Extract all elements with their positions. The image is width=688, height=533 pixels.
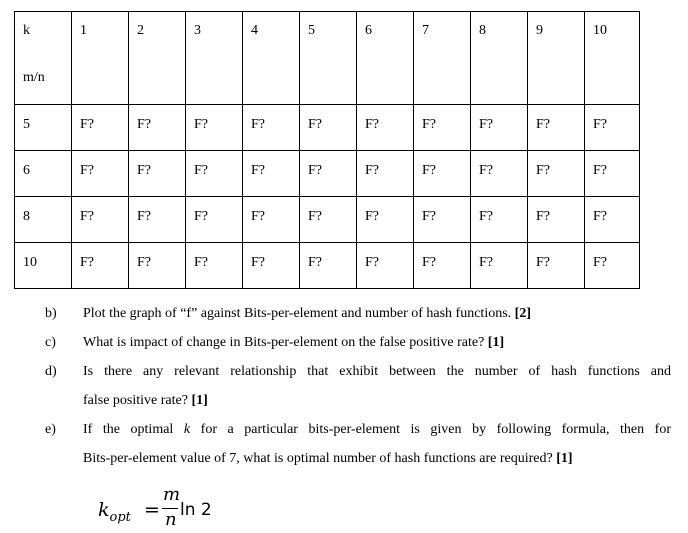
- cell-value: F?: [137, 117, 151, 132]
- cell-value: F?: [479, 255, 493, 270]
- table-cell: [129, 197, 186, 243]
- table-row: [15, 197, 640, 243]
- question-text: [83, 451, 671, 467]
- k-value: 5: [308, 23, 315, 38]
- mn-cell: [15, 151, 72, 197]
- k-value: 2: [137, 23, 144, 38]
- mn-value: 5: [23, 117, 30, 132]
- cell-value: F?: [536, 209, 550, 224]
- cell-value: F?: [194, 209, 208, 224]
- corner-mn-label: m/n: [23, 70, 45, 85]
- question-e-line1: [83, 422, 671, 438]
- question-b-text: Plot the graph of “f” against Bits-per-element and number of hash functions.: [83, 306, 512, 321]
- k-value: 10: [593, 23, 607, 38]
- table-cell: [300, 243, 357, 289]
- marks: [2]: [514, 306, 531, 321]
- k-value: 6: [365, 23, 372, 38]
- question-c-text: What is impact of change in Bits-per-element on the false positive rate?: [83, 335, 485, 350]
- table-row: [15, 243, 640, 289]
- question-label: c): [45, 335, 56, 350]
- k-value: 9: [536, 23, 543, 38]
- mn-cell: [15, 105, 72, 151]
- corner-cell: [15, 12, 72, 105]
- table-cell: [471, 105, 528, 151]
- table-cell: [414, 151, 471, 197]
- cell-value: F?: [308, 255, 322, 270]
- cell-value: F?: [80, 209, 94, 224]
- formula-k: k: [98, 499, 110, 521]
- cell-value: F?: [137, 163, 151, 178]
- cell-value: F?: [593, 163, 607, 178]
- table-cell: [243, 151, 300, 197]
- table-cell: [300, 197, 357, 243]
- table-cell: [129, 243, 186, 289]
- table-cell: [72, 151, 129, 197]
- cell-value: F?: [422, 255, 436, 270]
- cell-value: F?: [536, 255, 550, 270]
- cell-value: F?: [422, 209, 436, 224]
- header-cell: [471, 12, 528, 105]
- header-cell: [528, 12, 585, 105]
- question-text: [83, 393, 671, 409]
- mn-cell: [15, 243, 72, 289]
- cell-value: F?: [479, 209, 493, 224]
- table-cell: [528, 105, 585, 151]
- table-cell: [585, 105, 640, 151]
- question-e-text-a: If the optimal: [83, 422, 184, 437]
- table-cell: [471, 243, 528, 289]
- table-cell: [414, 105, 471, 151]
- formula-rhs: ln 2: [180, 500, 212, 520]
- table-cell: [585, 151, 640, 197]
- question-d-line2: false positive rate?: [83, 393, 188, 408]
- question-text: [83, 306, 671, 322]
- question-e-line2: Bits-per-element value of 7, what is optimal number of hash functions are required?: [83, 451, 553, 466]
- table-cell: [243, 105, 300, 151]
- table-cell: [585, 243, 640, 289]
- cell-value: F?: [365, 163, 379, 178]
- question-e-text-b: for a particular bits-per-element is given by following formula, then for: [190, 422, 671, 437]
- header-cell: [357, 12, 414, 105]
- table-cell: [72, 197, 129, 243]
- cell-value: F?: [536, 163, 550, 178]
- table-cell: [471, 197, 528, 243]
- cell-value: F?: [251, 209, 265, 224]
- table-cell: [186, 197, 243, 243]
- marks: [1]: [487, 335, 505, 350]
- table-row: [15, 151, 640, 197]
- cell-value: F?: [365, 117, 379, 132]
- table-cell: [585, 197, 640, 243]
- header-cell: [300, 12, 357, 105]
- mn-value: 8: [23, 209, 30, 224]
- table-cell: [300, 105, 357, 151]
- table-header-row: [15, 12, 640, 105]
- optimal-k-formula: [98, 484, 238, 530]
- table-cell: [471, 151, 528, 197]
- question-label: b): [45, 306, 57, 321]
- cell-value: F?: [593, 255, 607, 270]
- table-cell: [186, 151, 243, 197]
- mn-cell: [15, 197, 72, 243]
- question-d-line1: Is there any relevant relationship that exhibit between the number of hash functions and: [83, 364, 671, 379]
- table-cell: [129, 105, 186, 151]
- formula-lhs: [98, 499, 131, 525]
- variable-k: k: [183, 422, 191, 437]
- table-cell: [72, 105, 129, 151]
- table-cell: [528, 151, 585, 197]
- cell-value: F?: [137, 255, 151, 270]
- cell-value: F?: [593, 209, 607, 224]
- table-cell: [528, 197, 585, 243]
- k-value: 7: [422, 23, 429, 38]
- cell-value: F?: [194, 255, 208, 270]
- k-value: 3: [194, 23, 201, 38]
- false-positive-table: [14, 11, 640, 289]
- table-cell: [243, 197, 300, 243]
- question-label: e): [45, 422, 56, 437]
- cell-value: F?: [479, 163, 493, 178]
- header-cell: [243, 12, 300, 105]
- formula-equals: =: [144, 499, 160, 521]
- cell-value: F?: [422, 117, 436, 132]
- k-value: 1: [80, 23, 87, 38]
- table-cell: [186, 243, 243, 289]
- cell-value: F?: [365, 209, 379, 224]
- table-cell: [357, 105, 414, 151]
- cell-value: F?: [80, 117, 94, 132]
- question-label: d): [45, 364, 57, 379]
- formula-numerator: m: [163, 484, 181, 505]
- cell-value: F?: [80, 255, 94, 270]
- cell-value: F?: [251, 117, 265, 132]
- cell-value: F?: [194, 163, 208, 178]
- cell-value: F?: [308, 209, 322, 224]
- cell-value: F?: [593, 117, 607, 132]
- mn-value: 10: [23, 255, 37, 270]
- mn-value: 6: [23, 163, 30, 178]
- header-cell: [186, 12, 243, 105]
- table-cell: [357, 197, 414, 243]
- cell-value: F?: [194, 117, 208, 132]
- header-cell: [585, 12, 640, 105]
- k-value: 4: [251, 23, 258, 38]
- table-cell: [414, 197, 471, 243]
- formula-denominator: n: [165, 509, 177, 530]
- table-cell: [186, 105, 243, 151]
- formula-subscript: opt: [109, 509, 131, 525]
- marks: [1]: [191, 393, 208, 408]
- table-row: [15, 105, 640, 151]
- table-cell: [414, 243, 471, 289]
- header-cell: [129, 12, 186, 105]
- cell-value: F?: [251, 255, 265, 270]
- cell-value: F?: [422, 163, 436, 178]
- marks: [1]: [556, 451, 573, 466]
- cell-value: F?: [137, 209, 151, 224]
- table-cell: [300, 151, 357, 197]
- corner-k-label: k: [23, 23, 30, 38]
- table-cell: [357, 151, 414, 197]
- table-cell: [528, 243, 585, 289]
- k-value: 8: [479, 23, 486, 38]
- table-cell: [357, 243, 414, 289]
- cell-value: F?: [251, 163, 265, 178]
- question-text: [83, 335, 671, 351]
- table-cell: [72, 243, 129, 289]
- cell-value: F?: [479, 117, 493, 132]
- cell-value: F?: [308, 163, 322, 178]
- cell-value: F?: [365, 255, 379, 270]
- table-cell: [129, 151, 186, 197]
- cell-value: F?: [308, 117, 322, 132]
- cell-value: F?: [536, 117, 550, 132]
- cell-value: F?: [80, 163, 94, 178]
- table-cell: [243, 243, 300, 289]
- header-cell: [72, 12, 129, 105]
- header-cell: [414, 12, 471, 105]
